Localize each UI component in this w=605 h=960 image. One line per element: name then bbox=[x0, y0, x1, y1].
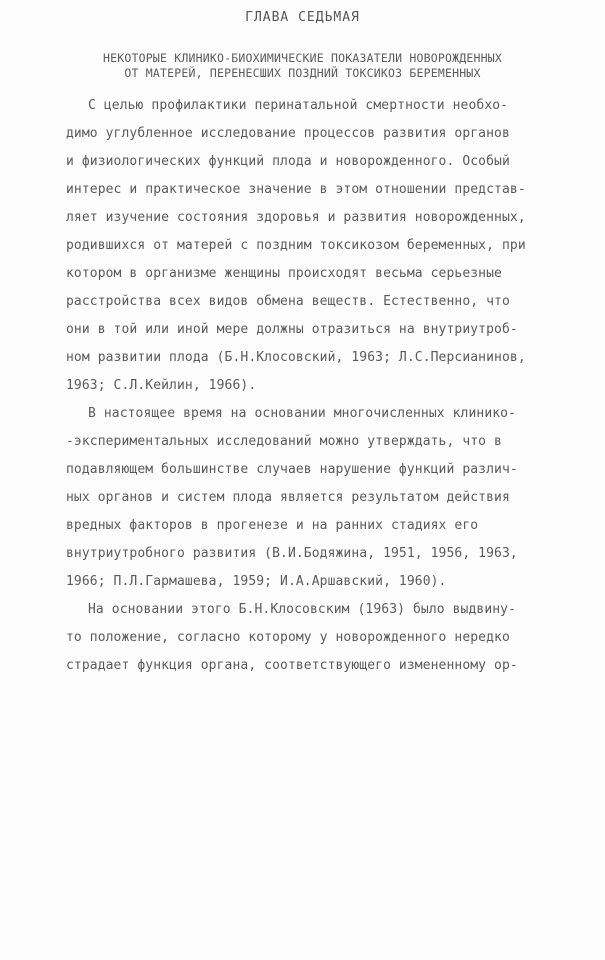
paragraph-line: -экспериментальных исследований можно утверждать, что в bbox=[66, 434, 502, 449]
chapter-title-line-2: ОТ МАТЕРЕЙ, ПЕРЕНЕСШИХ ПОЗДНИЙ ТОКСИКОЗ БЕРЕМЕННЫХ bbox=[124, 66, 481, 80]
paragraph-line: димо углубленное исследование процессов развития органов bbox=[66, 126, 510, 141]
paragraph-line: внутриутробного развития (В.И.Бодяжина, 1951, 1956, 1963, bbox=[66, 546, 518, 561]
paragraph-line: С целью профилактики перинатальной смертности необхо- bbox=[88, 98, 509, 113]
paragraph-line: ных органов и систем плода является результатом действия bbox=[66, 490, 510, 505]
paragraph-line: страдает функция органа, соответствующего измененному ор- bbox=[66, 658, 518, 673]
paragraph-line: расстройства всех видов обмена веществ. Естественно, что bbox=[66, 294, 510, 309]
paragraph-line: и физиологических функций плода и новорожденного. Особый bbox=[66, 154, 510, 169]
paragraph-line: подавляющем большинстве случаев нарушение функций различ- bbox=[66, 462, 518, 477]
paragraph-line: то положение, согласно которому у новорожденного нередко bbox=[66, 630, 510, 645]
paragraph-line: ляет изучение состояния здоровья и развития новорожденных, bbox=[66, 210, 526, 225]
paragraph-line: интерес и практическое значение в этом отношении представ- bbox=[66, 182, 526, 197]
paragraph-line: котором в организме женщины происходят весьма серьезные bbox=[66, 266, 502, 281]
chapter-title-line-1: НЕКОТОРЫЕ КЛИНИКО-БИОХИМИЧЕСКИЕ ПОКАЗАТЕЛИ НОВОРОЖДЕННЫХ bbox=[103, 51, 502, 65]
paragraph-line: вредных факторов в прогенезе и на ранних стадиях его bbox=[66, 518, 479, 533]
paragraph-line: В настоящее время на основании многочисленных клинико- bbox=[88, 406, 517, 421]
paragraph-line: родившихся от матерей с поздним токсикозом беременных, при bbox=[66, 238, 526, 253]
paragraph-line: ном развитии плода (Б.Н.Клосовский, 1963; Л.С.Персианинов, bbox=[66, 350, 526, 365]
chapter-heading: ГЛАВА СЕДЬМАЯ bbox=[245, 10, 360, 25]
paragraph-line: На основании этого Б.Н.Клосовским (1963) было выдвину- bbox=[88, 602, 517, 617]
paragraph-line: они в той или иной мере должны отразиться на внутриутроб- bbox=[66, 322, 518, 337]
paragraph-line: 1963; С.Л.Кейлин, 1966). bbox=[66, 378, 257, 393]
paragraph-line: 1966; П.Л.Гармашева, 1959; И.А.Аршавский, 1960). bbox=[66, 574, 447, 589]
